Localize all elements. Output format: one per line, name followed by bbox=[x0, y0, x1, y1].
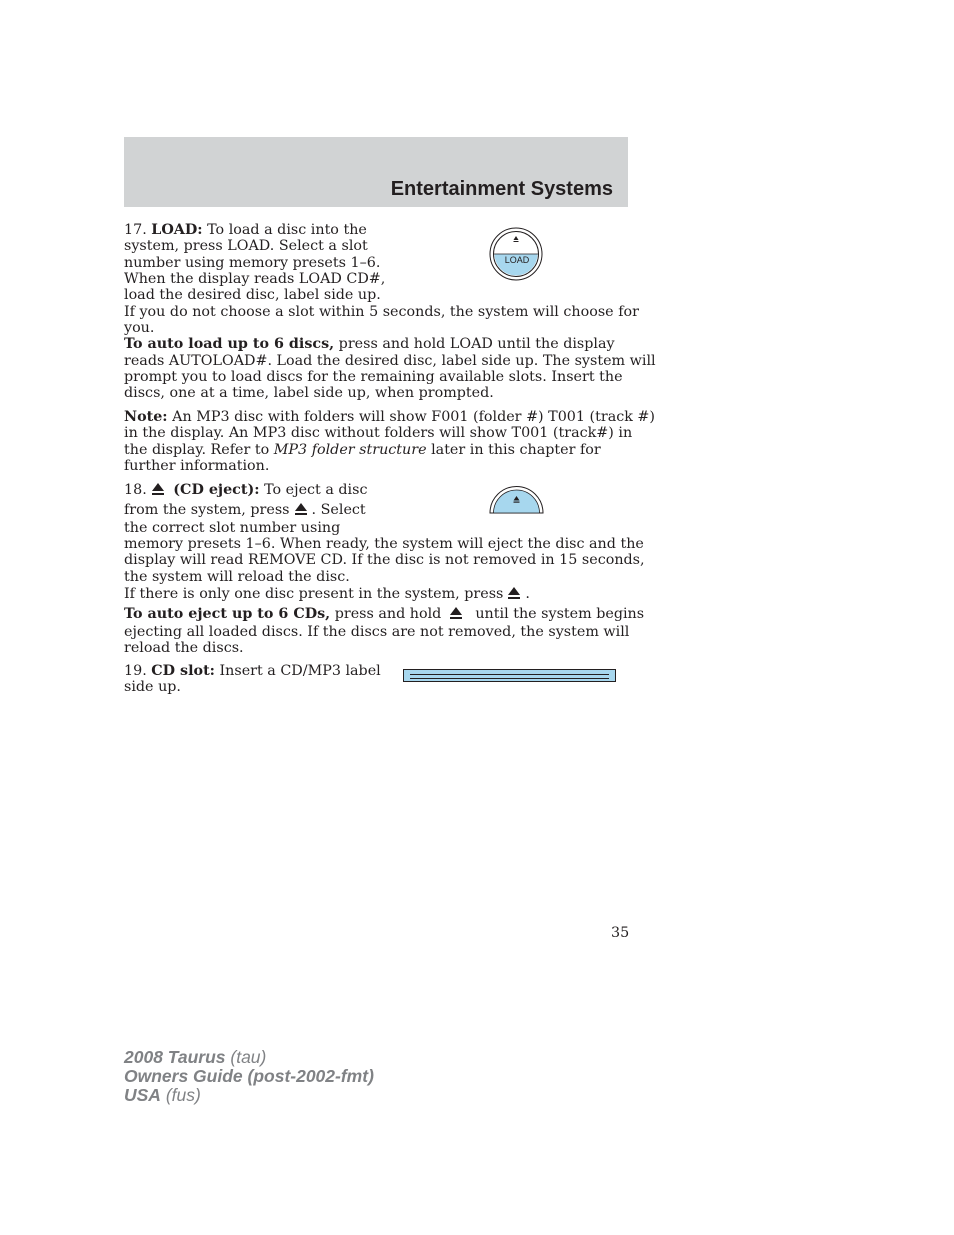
autoload-line-1: To auto load up to 6 discs, press and hold LOAD until the display bbox=[124, 336, 615, 352]
autoload-line-3: prompt you to load discs for the remaining available slots. Insert the bbox=[124, 369, 623, 385]
footer-line-1: 2008 Taurus (tau) bbox=[124, 1047, 267, 1067]
load-line-5: load the desired disc, label side up. bbox=[124, 287, 381, 303]
eject-line-5: display will read REMOVE CD. If the disc is not removed in 15 seconds, bbox=[124, 552, 645, 568]
load-line-6: If you do not choose a slot within 5 seconds, the system will choose for bbox=[124, 304, 639, 320]
eject-icon bbox=[449, 607, 463, 619]
load-line-4: When the display reads LOAD CD#, bbox=[124, 271, 386, 287]
load-line-2: system, press LOAD. Select a slot bbox=[124, 238, 368, 254]
eject-line-4: memory presets 1–6. When ready, the system will eject the disc and the bbox=[124, 536, 644, 552]
load-line-7: you. bbox=[124, 320, 155, 336]
note-line-2: in the display. An MP3 disc without folders will show T001 (track#) in bbox=[124, 425, 633, 441]
footer-line-2: Owners Guide (post-2002-fmt) bbox=[124, 1066, 374, 1086]
note-line-3: the display. Refer to MP3 folder structure later in this chapter for bbox=[124, 442, 601, 458]
load-button-label: LOAD bbox=[504, 255, 530, 265]
section-header-band bbox=[124, 137, 628, 207]
eject-button-illustration bbox=[489, 486, 544, 514]
load-line-3: number using memory presets 1–6. bbox=[124, 255, 381, 271]
autoeject-line-3: reload the discs. bbox=[124, 640, 244, 656]
autoeject-line-2: ejecting all loaded discs. If the discs are not removed, the system will bbox=[124, 624, 630, 640]
eject-icon bbox=[507, 587, 521, 599]
eject-line-1: 18. (CD eject): To eject a disc bbox=[124, 482, 368, 498]
eject-icon bbox=[151, 483, 165, 495]
autoload-line-2: reads AUTOLOAD#. Load the desired disc, label side up. The system will bbox=[124, 353, 656, 369]
page-number: 35 bbox=[611, 925, 630, 941]
cdslot-line-1: 19. CD slot: Insert a CD/MP3 label bbox=[124, 663, 381, 679]
eject-line-2: from the system, press . Select bbox=[124, 502, 366, 518]
footer-edition bbox=[124, 1048, 374, 1105]
eject-line-3: the correct slot number using bbox=[124, 520, 341, 536]
load-button-illustration bbox=[489, 227, 543, 281]
note-line-4: further information. bbox=[124, 458, 270, 474]
eject-line-6: the system will reload the disc. bbox=[124, 569, 350, 585]
section-title: Entertainment Systems bbox=[390, 178, 613, 200]
autoeject-line-1: To auto eject up to 6 CDs, press and hold until the system begins bbox=[124, 606, 645, 622]
eject-icon bbox=[294, 503, 308, 515]
load-line-1: 17. LOAD: To load a disc into the bbox=[124, 222, 367, 238]
footer-line-3: USA (fus) bbox=[124, 1085, 201, 1105]
autoload-line-4: discs, one at a time, label side up, when prompted. bbox=[124, 385, 494, 401]
cd-slot-illustration bbox=[403, 669, 616, 682]
cdslot-line-2: side up. bbox=[124, 679, 181, 695]
eject-line-7: If there is only one disc present in the system, press . bbox=[124, 586, 530, 602]
note-line-1: Note: An MP3 disc with folders will show F001 (folder #) T001 (track #) bbox=[124, 409, 655, 425]
